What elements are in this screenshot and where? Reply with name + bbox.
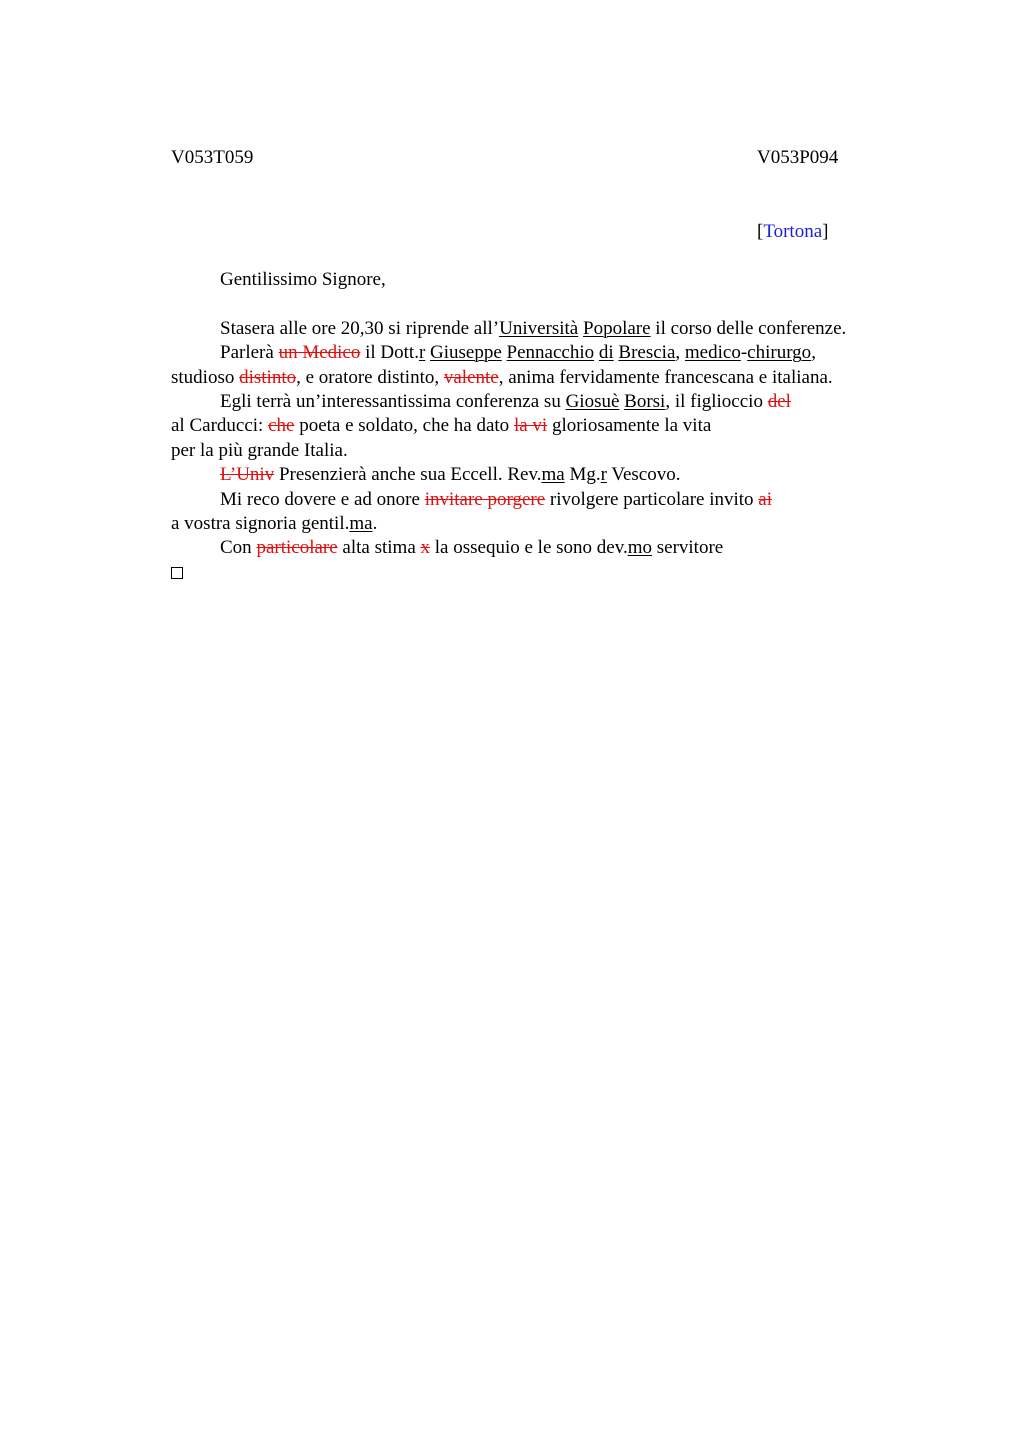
place-name: Tortona [763, 221, 823, 242]
paragraph-gap [171, 292, 931, 316]
text-segment: per la più grande Italia. [171, 439, 348, 461]
text-segment: Vescovo. [606, 464, 681, 486]
text-segment: , il figlioccio [665, 390, 768, 412]
letter-lines [171, 317, 931, 561]
place-open-bracket: [ [757, 221, 764, 242]
deleted-text: ai [758, 488, 773, 510]
text-segment: Stasera alle ore 20,30 si riprende all’ [220, 317, 500, 339]
deleted-text: la vi [513, 415, 548, 437]
text-segment: Mg. [564, 464, 601, 486]
deleted-text: che [268, 415, 295, 437]
text-segment: , [811, 342, 816, 364]
text-segment: alta stima [337, 537, 421, 559]
place-of-writing [757, 220, 828, 244]
letter-line [171, 512, 931, 536]
deleted-text: distinto [239, 366, 297, 388]
deleted-text: L’Univ [220, 464, 275, 486]
text-segment: poeta e soldato, che ha dato [294, 415, 514, 437]
underlined-text: Popolare [583, 317, 651, 339]
underlined-text: chirurgo [747, 342, 812, 364]
underlined-text: medico [684, 342, 741, 364]
underlined-text: Borsi [624, 390, 666, 412]
letter-line [171, 463, 931, 487]
letter-line [171, 439, 931, 463]
underlined-text: r [600, 464, 607, 486]
text-segment: - [740, 342, 748, 364]
end-marker-line [171, 561, 931, 585]
text-segment: rivolgere particolare invito [545, 488, 759, 510]
text-segment: , [675, 342, 685, 364]
text-segment: Egli terrà un’interessantissima conferenza su [220, 390, 566, 412]
underlined-text: mo [627, 537, 652, 559]
end-of-text-box-icon [171, 567, 183, 579]
text-segment: gloriosamente la vita [547, 415, 712, 437]
document-reference-right: V053P094 [757, 147, 839, 168]
letter-line [171, 536, 931, 560]
underlined-text: ma [541, 464, 565, 486]
text-segment: . [372, 512, 378, 534]
text-segment: Con [220, 537, 257, 559]
underlined-text: Pennacchio [506, 342, 595, 364]
underlined-text: ma [349, 512, 373, 534]
text-segment: , e oratore distinto, [296, 366, 444, 388]
text-segment: al Carducci: [171, 415, 269, 437]
underlined-text: Brescia [618, 342, 676, 364]
text-segment: Presenzierà anche sua Eccell. Rev. [274, 464, 542, 486]
letter-body [171, 268, 931, 585]
underlined-text: di [598, 342, 614, 364]
text-segment: il Dott. [360, 342, 419, 364]
text-segment: a vostra signoria gentil. [171, 512, 350, 534]
underlined-text: r [418, 342, 426, 364]
deleted-text: un Medico [278, 342, 361, 364]
deleted-text: valente [443, 366, 499, 388]
letter-line [171, 414, 931, 438]
deleted-text: del [767, 390, 791, 412]
letter-line [171, 366, 931, 390]
underlined-text: Università [499, 317, 579, 339]
letter-line [171, 317, 931, 341]
deleted-text: x [420, 537, 431, 559]
letter-line [171, 341, 931, 365]
text-segment: la ossequio e le sono dev. [430, 537, 628, 559]
text-segment: Parlerà [220, 342, 279, 364]
text-segment: servitore [652, 537, 724, 559]
letter-line [171, 390, 931, 414]
place-close-bracket: ] [822, 221, 829, 242]
text-segment: Mi reco dovere e ad onore [220, 488, 425, 510]
letter-line [171, 488, 931, 512]
document-reference-left: V053T059 [171, 147, 254, 168]
text-segment: studioso [171, 366, 240, 388]
deleted-text: invitare porgere [424, 488, 546, 510]
text-segment: , anima fervidamente francescana e italiana. [498, 366, 833, 388]
salutation: Gentilissimo Signore, [220, 269, 386, 290]
underlined-text: Giuseppe [430, 342, 502, 364]
deleted-text: particolare [256, 537, 338, 559]
underlined-text: Giosuè [565, 390, 620, 412]
text-segment: il corso delle conferenze. [650, 317, 847, 339]
